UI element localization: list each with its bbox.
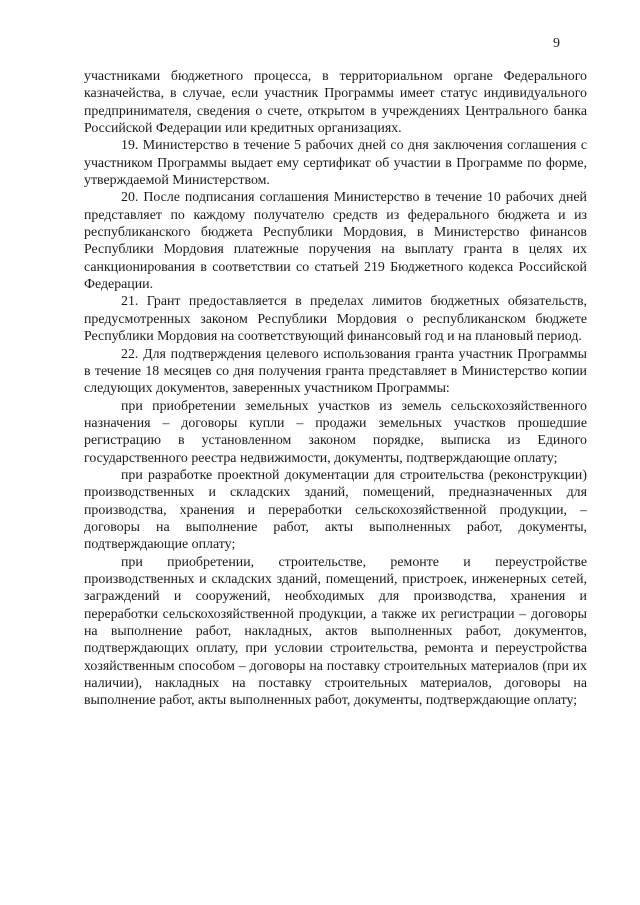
paragraph-20: 20. После подписания соглашения Министерство в течение 10 рабочих дней представляет по каждому получателю средств из федерального бюджета и из республиканского бюджета Республики Мордовия, в Министерство финансов Республики Мордовия платежные поручения на выплату гранта в целях их санкционирования в соответствии со статьей 219 Бюджетного кодекса Российской Федерации. bbox=[84, 190, 587, 293]
paragraph-22-item-design: при разработке проектной документации для строительства (реконструкции) производственных и складских зданий, помещений, предназначенных для производства, хранения и переработки сельскохозяйственной продукции, – договоры на выполнение работ, акты выполненных работ, документы, подтверждающие оплату; bbox=[84, 467, 587, 553]
paragraph-22-item-construction: при приобретении, строительстве, ремонте и переустройстве производственных и складских зданий, помещений, пристроек, инженерных сетей, заграждений и сооружений, необходимых для производства, хранения и переработки сельскохозяйственной продукции, а также их регистрации – договоры на выполнение работ, накладных, актов выполненных работ, документов, подтверждающих оплату, при условии строительства, ремонта и переустройства хозяйственным способом – договоры на поставку строительных материалов (при их наличии), накладных на поставку строительных материалов, договоры на выполнение работ, акты выполненных работ, документы, подтверждающие оплату; bbox=[84, 554, 587, 709]
paragraph-21: 21. Грант предоставляется в пределах лимитов бюджетных обязательств, предусмотренных законом Республики Мордовия о республиканском бюджете Республики Мордовия на соответствующий финансовый год и на плановый период. bbox=[84, 294, 587, 345]
paragraph-22: 22. Для подтверждения целевого использования гранта участник Программы в течение 18 месяцев со дня получения гранта представляет в Министерство копии следующих документов, заверенных участником Программы: bbox=[84, 346, 587, 397]
document-body bbox=[84, 68, 587, 710]
paragraph-18-continuation: участниками бюджетного процесса, в территориальном органе Федерального казначейства, в случае, если участник Программы имеет статус индивидуального предпринимателя, сведения о счете, открытом в учреждениях Центрального банка Российской Федерации или кредитных организациях. bbox=[84, 69, 587, 137]
paragraph-22-item-land: при приобретении земельных участков из земель сельскохозяйственного назначения – договоры купли – продажи земельных участков прошедшие регистрацию в установленном законом порядке, выписка из Единого государственного реестра недвижимости, документы, подтверждающие оплату; bbox=[84, 398, 587, 466]
paragraph-19: 19. Министерство в течение 5 рабочих дней со дня заключения соглашения с участником Программы выдает ему сертификат об участии в Программе по форме, утверждаемой Министерством. bbox=[84, 138, 587, 189]
page-number: 9 bbox=[553, 36, 560, 51]
